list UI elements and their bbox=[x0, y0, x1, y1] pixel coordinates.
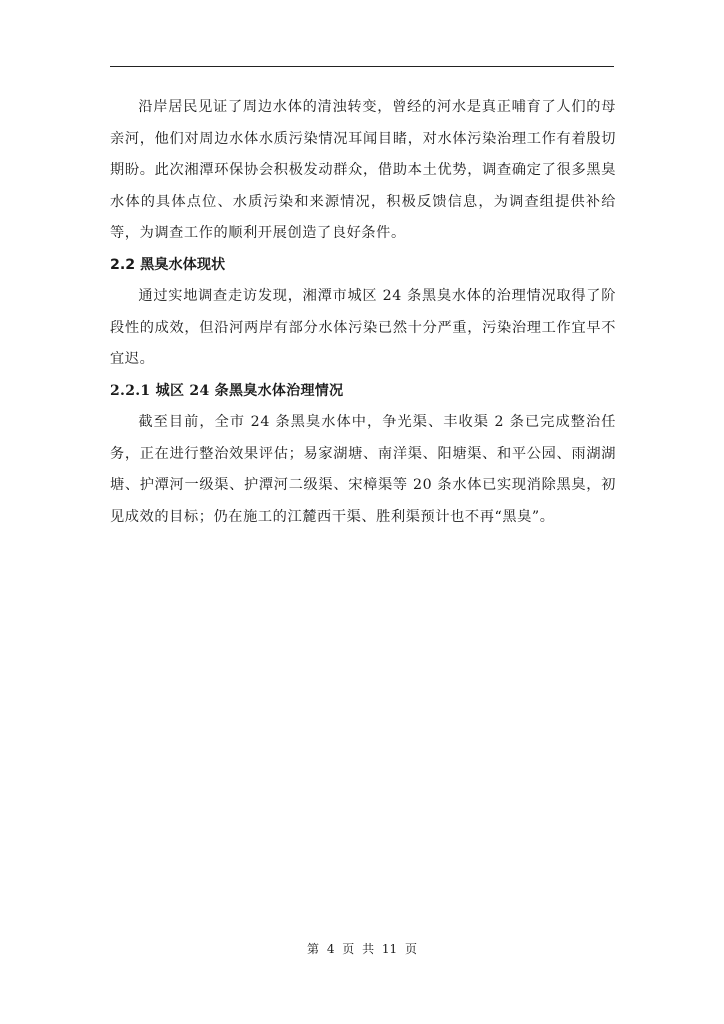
paragraph-residents-witness: 沿岸居民见证了周边水体的清浊转变，曾经的河水是真正哺育了人们的母亲河，他们对周边水体水质污染情况耳闻目睹，对水体污染治理工作有着殷切期盼。此次湘潭环保协会积极发动群众，借助本土优势，调查确定了很多黑臭水体的具体点位、水质污染和来源情况，积极反馈信息，为调查组提供补给等，为调查工作的顺利开展创造了良好条件。 bbox=[110, 99, 616, 241]
paragraph-treatment-status: 截至目前，全市 24 条黑臭水体中，争光渠、丰收渠 2 条已完成整治任务，正在进行整治效果评估；易家湖塘、南洋渠、阳塘渠、和平公园、雨湖湖塘、护潭河一级渠、护潭河二级渠、宋樟渠等 20 条水体已实现消除黑臭，初见成效的目标；仍在施工的江麓西干渠、胜利渠预计也不再“黑臭”。 bbox=[110, 414, 616, 525]
header-rule bbox=[110, 66, 614, 67]
paragraph-survey-findings: 通过实地调查走访发现，湘潭市城区 24 条黑臭水体的治理情况取得了阶段性的成效，但沿河两岸有部分水体污染已然十分严重，污染治理工作宜早不宜迟。 bbox=[110, 288, 616, 367]
page-footer: 第 4 页 共 11 页 bbox=[307, 942, 417, 956]
document-body bbox=[110, 92, 616, 533]
section-heading-2-2: 2.2 黑臭水体现状 bbox=[110, 256, 226, 273]
section-heading-2-2-1: 2.2.1 城区 24 条黑臭水体治理情况 bbox=[110, 382, 344, 399]
